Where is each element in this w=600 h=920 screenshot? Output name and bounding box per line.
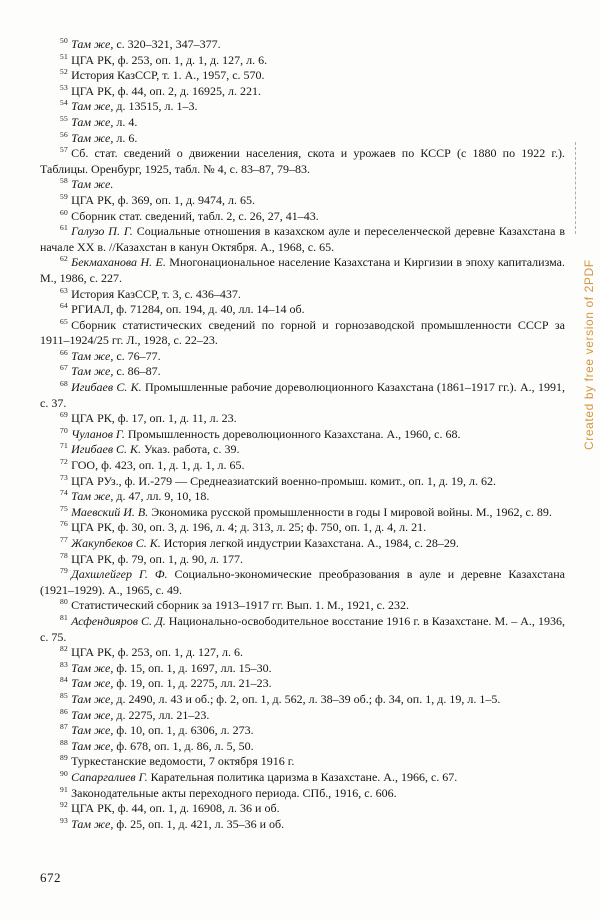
footnote: [40, 786, 565, 802]
footnote: [40, 224, 565, 255]
footnote-number: 71: [60, 441, 69, 451]
footnote: [40, 349, 565, 365]
footnote-italic-part: Там же,: [71, 676, 114, 691]
footnote-number: 72: [60, 457, 69, 467]
footnote-text: л. 4.: [113, 114, 138, 129]
footnote-text: ЦГА РК, ф. 253, оп. 1, д. 1, д. 127, л. 6.: [71, 52, 268, 67]
footnote: [40, 645, 565, 661]
footnote-number: 83: [60, 659, 69, 669]
pdf-watermark: Created by free version of 2PDF: [582, 259, 596, 450]
footnote: [40, 661, 565, 677]
footnote-italic-part: Игибаев С. К.: [71, 442, 141, 457]
footnote: [40, 115, 565, 131]
scan-edge-artifact: [575, 142, 576, 234]
footnote-text: ЦГА РК, ф. 44, оп. 1, д. 16908, л. 36 и об.: [71, 801, 280, 816]
footnote-number: 61: [60, 223, 69, 233]
footnote-italic-part: Там же,: [71, 37, 114, 51]
footnote-number: 60: [60, 207, 69, 217]
footnote-italic-part: Чуланов Г.: [71, 426, 125, 441]
footnote-text: д. 2490, л. 43 и об.; ф. 2, оп. 1, д. 562, л. 38–39 об.; ф. 34, оп. 1, д. 19, л. 1–5.: [113, 691, 501, 706]
footnote-text: ф. 25, оп. 1, д. 421, л. 35–36 и об.: [113, 816, 285, 831]
footnote-text: Карательная политика царизма в Казахстане. А., 1966, с. 67.: [147, 769, 458, 784]
footnote-text: ф. 10, оп. 1, д. 6306, л. 273.: [113, 723, 254, 738]
footnote-text: д. 47, лл. 9, 10, 18.: [113, 489, 210, 504]
footnote: [40, 801, 565, 817]
footnote: [40, 723, 565, 739]
footnote: [40, 364, 565, 380]
footnote: [40, 754, 565, 770]
footnote-italic-part: Там же,: [71, 660, 114, 675]
footnote-text: Социальные отношения в казахском ауле и переселенческой деревне Казахстана в начале XX в. //Казахстан в канун Октября. А., 1968, с. 65.: [40, 224, 566, 254]
footnote: [40, 255, 565, 286]
footnote-text: ЦГА РУз., ф. И.-279 — Среднеазиатский военно-промыш. комит., оп. 1, д. 19, л. 62.: [71, 473, 496, 488]
footnote-text: ф. 15, оп. 1, д. 1697, лл. 15–30.: [113, 660, 272, 675]
footnote: [40, 489, 565, 505]
footnote-italic-part: Там же,: [71, 816, 114, 831]
footnote-italic-part: Жакупбеков С. К.: [71, 536, 161, 550]
footnote: [40, 318, 565, 349]
footnote: [40, 598, 565, 614]
footnote-text: ГОО, ф. 423, оп. 1, д. 1, д. 1, л. 65.: [71, 458, 245, 473]
footnote-italic-part: Асфендияров С. Д.: [71, 613, 166, 628]
footnote-text: Статистический сборник за 1913–1917 гг. Вып. 1. М., 1921, с. 232.: [71, 598, 409, 613]
footnote-number: 78: [60, 550, 69, 560]
footnote-italic-part: Там же,: [71, 130, 114, 145]
footnote-text: ЦГА РК, ф. 369, оп. 1, д. 9474, л. 65.: [71, 192, 256, 207]
footnote-number: 80: [60, 597, 69, 607]
footnote-number: 76: [60, 519, 69, 529]
footnote: [40, 692, 565, 708]
footnote-number: 74: [60, 488, 69, 498]
footnote: [40, 146, 565, 177]
footnote-text: Национально-освободительное восстание 1916 г. в Казахстане. М. – А., 1936, с. 75.: [40, 613, 565, 644]
footnote-number: 77: [60, 535, 69, 544]
footnote-number: 93: [60, 815, 69, 825]
footnote-text: д. 2275, лл. 21–23.: [113, 707, 210, 722]
footnote: [40, 442, 565, 458]
footnote-number: 91: [60, 784, 69, 794]
footnote: [40, 739, 565, 755]
footnote-text: ф. 678, оп. 1, д. 86, л. 5, 50.: [113, 738, 254, 753]
footnote: [40, 177, 565, 193]
footnote-number: 67: [60, 363, 69, 373]
footnote: [40, 302, 565, 318]
footnote-italic-part: Маевский И. В.: [71, 504, 149, 519]
footnote: [40, 770, 565, 786]
footnote-text: РГИАЛ, ф. 71284, оп. 194, д. 40, лл. 14–14 об.: [71, 302, 305, 317]
footnote: [40, 131, 565, 147]
footnote-number: 50: [60, 36, 69, 45]
footnote-number: 86: [60, 706, 69, 716]
footnote-number: 55: [60, 113, 69, 123]
footnote-text: с. 320–321, 347–377.: [113, 37, 221, 51]
footnote-number: 90: [60, 768, 69, 778]
footnote-text: д. 13515, л. 1–3.: [113, 99, 198, 114]
footnote-text: Промышленность дореволюционного Казахстана. А., 1960, с. 68.: [124, 426, 461, 441]
footnote-text: Туркестанские ведомости, 7 октября 1916 г.: [71, 754, 295, 769]
footnote-italic-part: Там же.: [71, 177, 114, 192]
footnote-number: 52: [60, 67, 69, 77]
footnote-number: 81: [60, 612, 69, 622]
footnote-number: 88: [60, 737, 69, 747]
footnote-text: История КазССР, т. 1. А., 1957, с. 570.: [71, 68, 265, 83]
footnote-text: История КазССР, т. 3, с. 436–437.: [71, 286, 241, 301]
footnote: [40, 380, 565, 411]
footnote: [40, 99, 565, 115]
footnote-number: 92: [60, 800, 69, 810]
footnote-text: с. 76–77.: [113, 348, 161, 363]
footnote-italic-part: Там же,: [71, 691, 114, 706]
footnote-number: 79: [60, 566, 69, 576]
footnote: [40, 427, 565, 443]
footnote: [40, 411, 565, 427]
footnote-italic-part: Там же,: [71, 707, 114, 722]
footnote-italic-part: Там же,: [71, 114, 114, 129]
footnote-italic-part: Бекмаханова Н. Е.: [71, 255, 166, 270]
footnote-number: 53: [60, 82, 69, 92]
footnote: [40, 614, 565, 645]
footnote-number: 65: [60, 316, 69, 326]
footnote-number: 70: [60, 425, 69, 435]
footnote-text: Сборник стат. сведений, табл. 2, с. 26, 27, 41–43.: [71, 208, 319, 223]
footnote-number: 68: [60, 379, 69, 389]
footnote-italic-part: Там же,: [71, 99, 114, 114]
footnote-number: 82: [60, 644, 69, 654]
footnote: [40, 209, 565, 225]
footnote-text: Законодательные акты переходного периода. СПб., 1916, с. 606.: [71, 785, 397, 800]
footnote: [40, 53, 565, 69]
footnote-text: Многонациональное население Казахстана и Киргизии в эпоху капитализма. М., 1986, с. 227.: [40, 255, 566, 285]
footnote-text: Социально-экономические преобразования в ауле и деревне Казахстана (1921–1929). А., 1965, с. 49.: [40, 567, 566, 597]
footnote: [40, 84, 565, 100]
footnote-italic-part: Там же,: [71, 723, 114, 738]
footnote: [40, 567, 565, 598]
footnote-number: 75: [60, 503, 69, 513]
footnote: [40, 474, 565, 490]
footnote-italic-part: Игибаев С. К.: [71, 380, 142, 395]
footnote-italic-part: Дахшлейгер Г. Ф.: [71, 567, 168, 582]
footnote: [40, 68, 565, 84]
footnote-text: с. 86–87.: [113, 364, 161, 379]
footnote-number: 59: [60, 191, 69, 201]
footnote: [40, 552, 565, 568]
footnote-text: ЦГА РК, ф. 253, оп. 1, д. 127, л. 6.: [71, 645, 244, 660]
footnote: [40, 458, 565, 474]
footnote: [40, 520, 565, 536]
footnote-number: 62: [60, 254, 69, 264]
footnote-number: 73: [60, 472, 69, 482]
footnote-number: 66: [60, 347, 69, 357]
footnote-text: История легкой индустрии Казахстана. А., 1984, с. 28–29.: [160, 536, 459, 550]
footnotes-list: [40, 37, 565, 832]
footnote-italic-part: Там же,: [71, 364, 114, 379]
footnote-italic-part: Там же,: [71, 489, 114, 504]
footnote: [40, 505, 565, 521]
footnote-text: ЦГА РК, ф. 17, оп. 1, д. 11, л. 23.: [71, 411, 237, 426]
footnote-number: 57: [60, 145, 69, 155]
footnote-text: Экономика русской промышленности в годы I мировой войны. М., 1962, с. 89.: [148, 504, 552, 519]
footnote-number: 84: [60, 675, 69, 685]
footnote-text: Указ. работа, с. 39.: [141, 442, 240, 457]
footnote-text: ЦГА РК, ф. 44, оп. 2, д. 16925, л. 221.: [71, 83, 262, 98]
footnote-number: 63: [60, 285, 69, 295]
footnote-number: 51: [60, 51, 69, 61]
footnote: [40, 536, 565, 552]
footnote-number: 85: [60, 690, 69, 700]
footnote-number: 58: [60, 176, 69, 186]
footnote-number: 89: [60, 753, 69, 763]
footnote: [40, 287, 565, 303]
footnote: [40, 708, 565, 724]
footnote-number: 64: [60, 301, 69, 311]
footnote-text: ЦГА РК, ф. 79, оп. 1, д. 90, л. 177.: [71, 551, 244, 566]
footnote-text: Промышленные рабочие дореволюционного Казахстана (1861–1917 гг.). А., 1991, с. 37.: [40, 380, 565, 410]
footnote: [40, 37, 565, 53]
footnote-italic-part: Там же,: [71, 738, 114, 753]
footnote-text: ф. 19, оп. 1, д. 2275, лл. 21–23.: [113, 676, 272, 691]
footnote-italic-part: Галузо П. Г.: [71, 224, 133, 239]
footnote-number: 54: [60, 98, 69, 108]
footnote-italic-part: Там же,: [71, 348, 114, 363]
page-number: 672: [40, 870, 61, 885]
footnote-text: Сб. стат. сведений о движении населения, скота и урожаев по КССР (с 1880 по 1922 г.). Таблицы. Оренбург, 1925, табл. № 4, с. 83–87, 79–83.: [40, 146, 565, 176]
footnote-text: л. 6.: [113, 130, 138, 145]
footnote-text: ЦГА РК, ф. 30, оп. 3, д. 196, л. 4; д. 313, л. 25; ф. 750, оп. 1, д. 4, л. 21.: [71, 520, 427, 535]
footnote: [40, 817, 565, 833]
footnote: [40, 676, 565, 692]
footnote-italic-part: Сапаргалиев Г.: [71, 769, 148, 784]
footnote-number: 56: [60, 129, 69, 139]
footnote-number: 69: [60, 410, 69, 420]
footnote: [40, 193, 565, 209]
footnote-text: Сборник статистических сведений по горной и горнозаводской промышленности СССР за 1911–1924/25 гг. Л., 1928, с. 22–23.: [40, 317, 565, 348]
footnote-number: 87: [60, 722, 69, 732]
